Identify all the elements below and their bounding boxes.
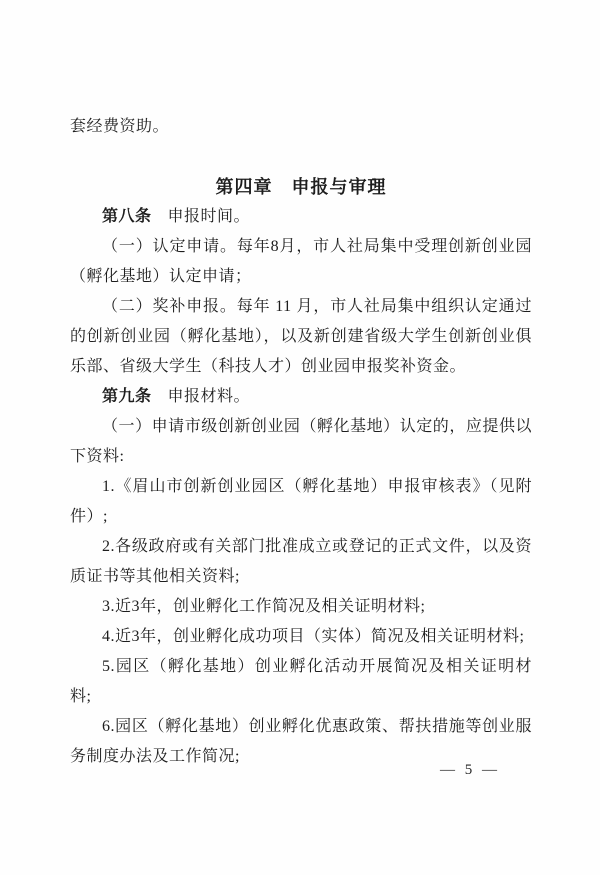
article-8-clause-2: （二）奖补申报。每年 11 月，市人社局集中组织认定通过的创新创业园（孵化基地），以及新创建省级大学生创新创业俱乐部、省级大学生（科技人才）创业园申报奖补资金。: [70, 298, 532, 375]
article-9-item-4: 4.近3年，创业孵化成功项目（实体）简况及相关证明材料;: [102, 628, 525, 645]
page-number: — 5 —: [440, 762, 500, 778]
article-9-item-2: 2.各级政府或有关部门批准成立或登记的正式文件，以及资质证书等其他相关资料;: [70, 538, 532, 585]
article-9-item-3: 3.近3年，创业孵化工作简况及相关证明材料;: [102, 598, 426, 615]
article-9-heading: [70, 382, 532, 412]
article-9-label: 第九条: [102, 388, 152, 405]
article-8-heading: [70, 202, 532, 232]
document-content: [70, 112, 532, 772]
article-9-title: 申报材料。: [167, 388, 251, 405]
continuation-paragraph: 套经费资助。: [70, 118, 170, 135]
article-9-intro: （一）申请市级创新创业园（孵化基地）认定的，应提供以下资料:: [70, 418, 532, 465]
article-8-clause-1: （一）认定申请。每年8月，市人社局集中受理创新创业园（孵化基地）认定申请；: [70, 238, 532, 285]
article-8-label: 第八条: [102, 208, 152, 225]
article-8-title: 申报时间。: [167, 208, 251, 225]
chapter-heading: 第四章 申报与审理: [215, 177, 387, 197]
article-9-item-5: 5.园区（孵化基地）创业孵化活动开展简况及相关证明材料;: [70, 658, 532, 705]
article-9-item-6: 6.园区（孵化基地）创业孵化优惠政策、帮扶措施等创业服务制度办法及工作简况;: [70, 718, 532, 765]
article-9-item-1: 1.《眉山市创新创业园区（孵化基地）申报审核表》（见附件）;: [70, 478, 532, 525]
